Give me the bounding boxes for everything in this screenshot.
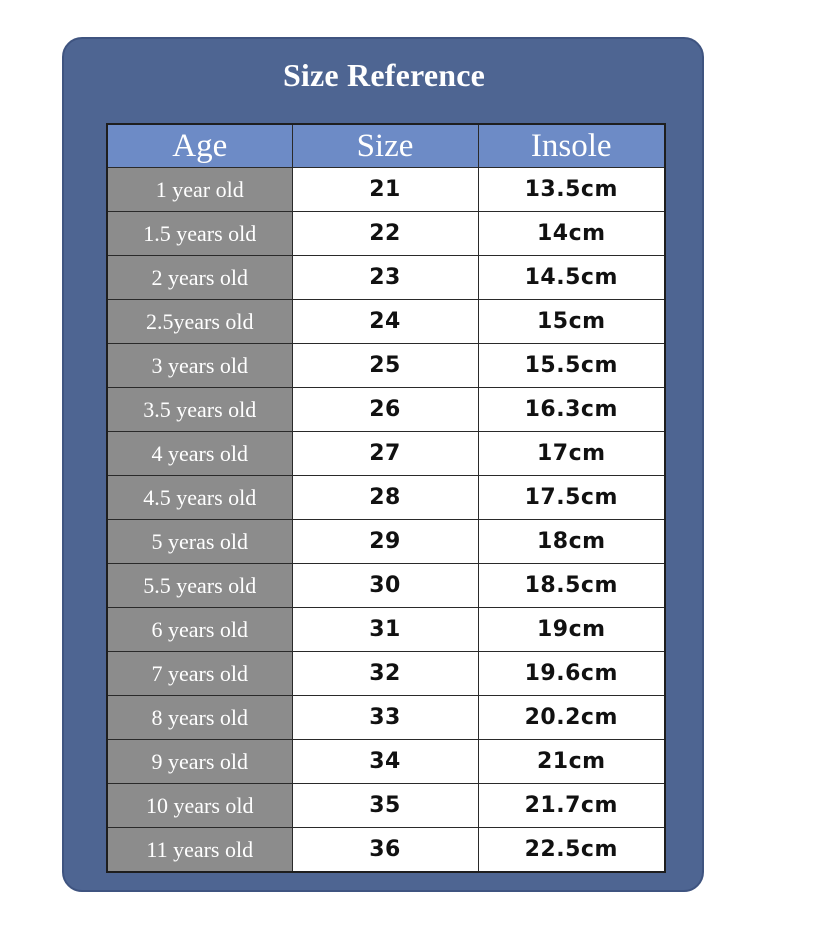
table-row bbox=[107, 652, 665, 696]
table-row bbox=[107, 388, 665, 432]
insole-cell: 14.5cm bbox=[478, 256, 665, 300]
age-cell: 5.5 years old bbox=[107, 564, 292, 608]
column-header-insole: Insole bbox=[478, 124, 665, 168]
insole-cell: 19cm bbox=[478, 608, 665, 652]
insole-cell: 21cm bbox=[478, 740, 665, 784]
table-row bbox=[107, 740, 665, 784]
age-cell: 2 years old bbox=[107, 256, 292, 300]
column-header-size: Size bbox=[292, 124, 478, 168]
insole-cell: 19.6cm bbox=[478, 652, 665, 696]
size-cell: 21 bbox=[292, 168, 478, 212]
insole-cell: 15.5cm bbox=[478, 344, 665, 388]
insole-cell: 16.3cm bbox=[478, 388, 665, 432]
table-row bbox=[107, 696, 665, 740]
age-cell: 3 years old bbox=[107, 344, 292, 388]
size-cell: 36 bbox=[292, 828, 478, 873]
age-cell: 10 years old bbox=[107, 784, 292, 828]
age-cell: 2.5years old bbox=[107, 300, 292, 344]
column-header-age: Age bbox=[107, 124, 292, 168]
page-title: Size Reference bbox=[282, 57, 486, 93]
age-cell: 9 years old bbox=[107, 740, 292, 784]
size-cell: 30 bbox=[292, 564, 478, 608]
insole-cell: 17.5cm bbox=[478, 476, 665, 520]
table-row bbox=[107, 300, 665, 344]
insole-cell: 13.5cm bbox=[478, 168, 665, 212]
size-cell: 26 bbox=[292, 388, 478, 432]
age-cell: 8 years old bbox=[107, 696, 292, 740]
insole-cell: 20.2cm bbox=[478, 696, 665, 740]
table-row bbox=[107, 608, 665, 652]
table-body bbox=[107, 168, 665, 873]
age-cell: 1 year old bbox=[107, 168, 292, 212]
size-cell: 25 bbox=[292, 344, 478, 388]
table-row bbox=[107, 520, 665, 564]
size-cell: 34 bbox=[292, 740, 478, 784]
age-cell: 6 years old bbox=[107, 608, 292, 652]
table-row bbox=[107, 168, 665, 212]
size-cell: 22 bbox=[292, 212, 478, 256]
insole-cell: 15cm bbox=[478, 300, 665, 344]
table-row bbox=[107, 564, 665, 608]
size-cell: 33 bbox=[292, 696, 478, 740]
table-row bbox=[107, 828, 665, 873]
table-header-row bbox=[107, 124, 665, 168]
table-row bbox=[107, 784, 665, 828]
age-cell: 7 years old bbox=[107, 652, 292, 696]
age-cell: 11 years old bbox=[107, 828, 292, 873]
table-header bbox=[107, 124, 665, 168]
size-cell: 32 bbox=[292, 652, 478, 696]
insole-cell: 18cm bbox=[478, 520, 665, 564]
insole-cell: 22.5cm bbox=[478, 828, 665, 873]
table-row bbox=[107, 344, 665, 388]
insole-cell: 21.7cm bbox=[478, 784, 665, 828]
size-cell: 27 bbox=[292, 432, 478, 476]
age-cell: 3.5 years old bbox=[107, 388, 292, 432]
size-cell: 28 bbox=[292, 476, 478, 520]
insole-cell: 18.5cm bbox=[478, 564, 665, 608]
age-cell: 1.5 years old bbox=[107, 212, 292, 256]
age-cell: 5 yeras old bbox=[107, 520, 292, 564]
size-reference-card bbox=[62, 37, 704, 892]
insole-cell: 14cm bbox=[478, 212, 665, 256]
size-cell: 31 bbox=[292, 608, 478, 652]
table-row bbox=[107, 212, 665, 256]
age-cell: 4.5 years old bbox=[107, 476, 292, 520]
size-table bbox=[106, 123, 666, 873]
size-cell: 29 bbox=[292, 520, 478, 564]
size-cell: 23 bbox=[292, 256, 478, 300]
insole-cell: 17cm bbox=[478, 432, 665, 476]
table-row bbox=[107, 476, 665, 520]
age-cell: 4 years old bbox=[107, 432, 292, 476]
size-cell: 24 bbox=[292, 300, 478, 344]
size-cell: 35 bbox=[292, 784, 478, 828]
table-row bbox=[107, 256, 665, 300]
table-row bbox=[107, 432, 665, 476]
